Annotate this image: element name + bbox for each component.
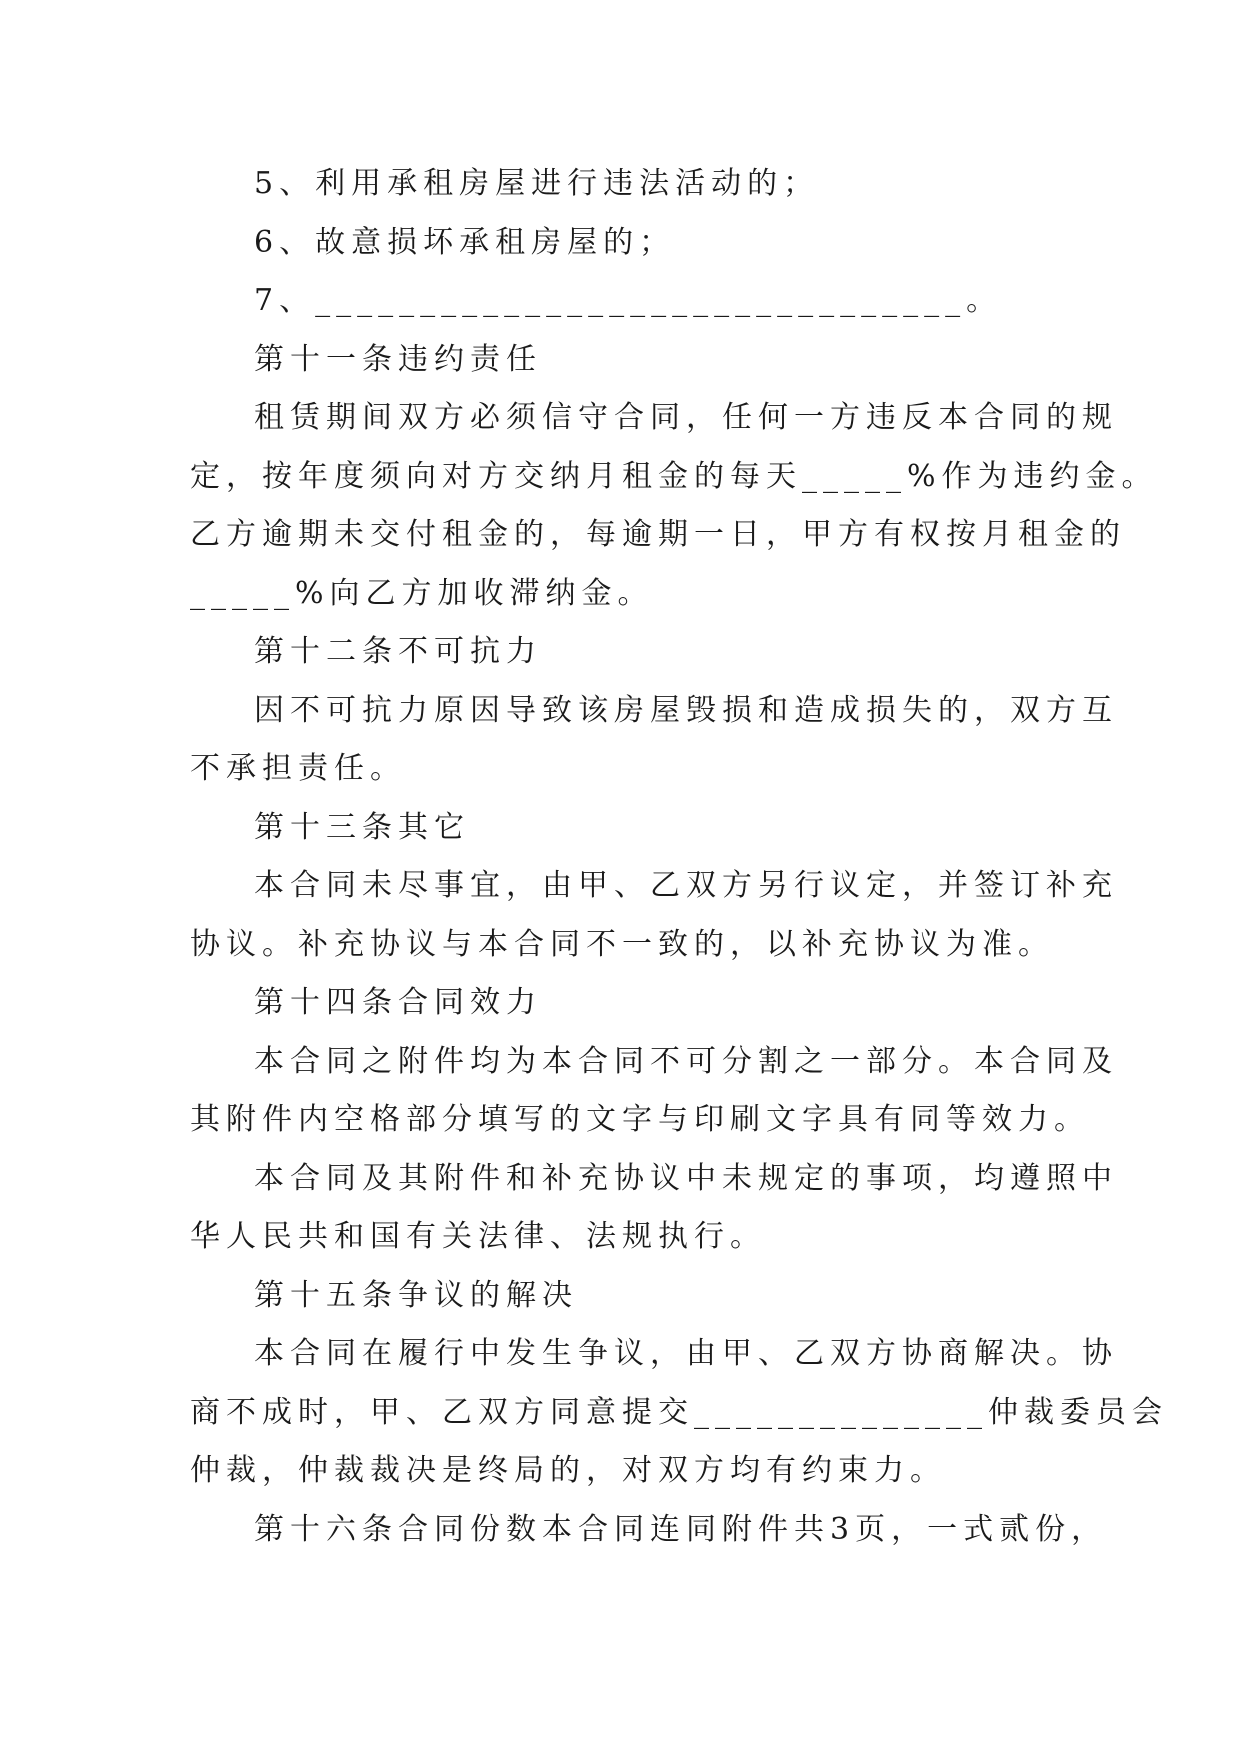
text-line: 租赁期间双方必须信守合同，任何一方违反本合同的规: [254, 400, 1118, 435]
text-line: 协议。补充协议与本合同不一致的，以补充协议为准。: [190, 926, 1054, 962]
text-line: 本合同及其附件和补充协议中未规定的事项，均遵照中: [254, 1160, 1118, 1196]
section-heading: 第十三条其它: [254, 809, 470, 845]
text-line: _____%向乙方加收滞纳金。: [190, 575, 654, 611]
section-heading: 第十一条违约责任: [254, 341, 542, 377]
text-line: 7、_______________________________。: [254, 283, 1003, 318]
document-page: [190, 155, 1168, 1559]
text-line: 本合同之附件均为本合同不可分割之一部分。本合同及: [254, 1043, 1118, 1079]
text-line: 商不成时，甲、乙双方同意提交______________仲裁委员会: [190, 1394, 1168, 1430]
text-line: 定，按年度须向对方交纳月租金的每天_____%作为违约金。: [190, 458, 1158, 494]
text-line: 仲裁，仲裁裁决是终局的，对双方均有约束力。: [190, 1453, 946, 1488]
text-line: 本合同在履行中发生争议，由甲、乙双方协商解决。协: [254, 1336, 1118, 1371]
text-line: 5、利用承租房屋进行违法活动的；: [254, 166, 820, 201]
section-heading: 第十六条合同份数本合同连同附件共3页，一式贰份，: [254, 1511, 1108, 1547]
section-heading: 第十四条合同效力: [254, 985, 542, 1020]
text-line: 不承担责任。: [190, 751, 406, 786]
text-line: 6、故意损坏承租房屋的；: [254, 224, 676, 260]
text-line: 华人民共和国有关法律、法规执行。: [190, 1219, 766, 1254]
section-heading: 第十五条争议的解决: [254, 1277, 578, 1313]
text-line: 其附件内空格部分填写的文字与印刷文字具有同等效力。: [190, 1102, 1090, 1137]
text-line: 本合同未尽事宜，由甲、乙双方另行议定，并签订补充: [254, 868, 1118, 903]
text-line: 乙方逾期未交付租金的，每逾期一日，甲方有权按月租金的: [190, 517, 1126, 552]
text-line: 因不可抗力原因导致该房屋毁损和造成损失的，双方互: [254, 692, 1118, 728]
section-heading: 第十二条不可抗力: [254, 634, 542, 669]
